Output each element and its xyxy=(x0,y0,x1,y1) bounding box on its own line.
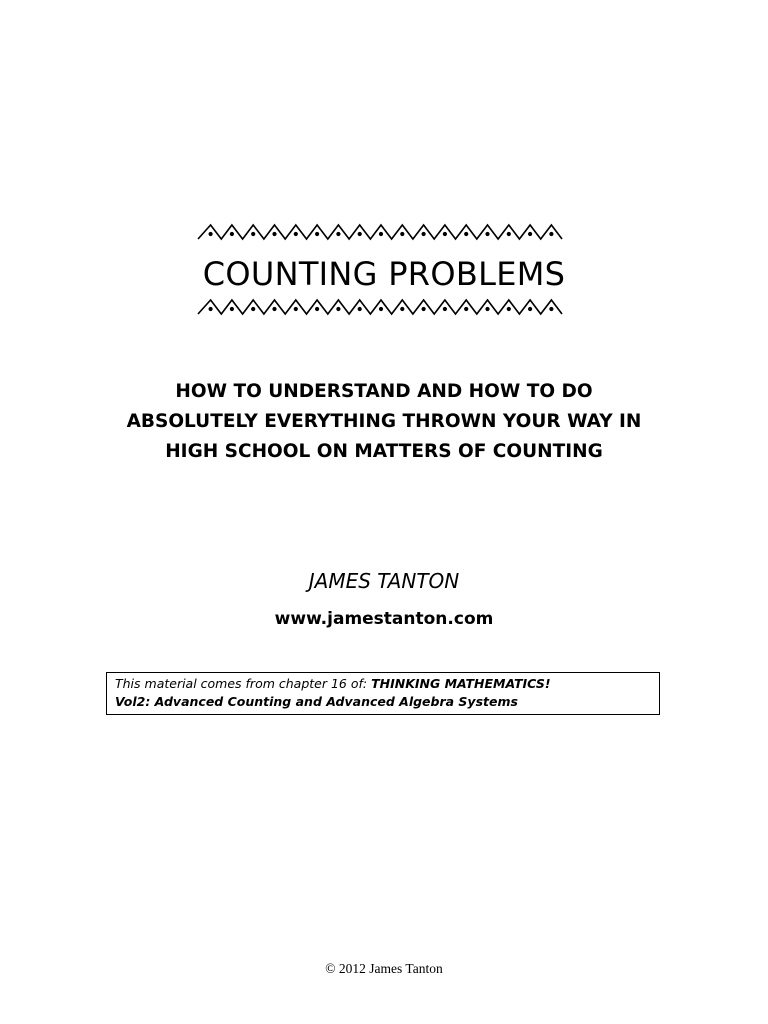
border-dot xyxy=(358,232,362,236)
subtitle-line-2: ABSOLUTELY EVERYTHING THROWN YOUR WAY IN xyxy=(126,411,642,432)
border-dot xyxy=(400,232,404,236)
page-title: COUNTING PROBLEMS xyxy=(202,255,566,293)
border-dot xyxy=(400,307,404,311)
source-book-title: THINKING MATHEMATICS! xyxy=(371,676,551,691)
zigzag-border-top-graphic xyxy=(196,222,566,242)
border-dot xyxy=(336,232,340,236)
border-dot xyxy=(528,307,532,311)
border-dot xyxy=(464,232,468,236)
decorative-border-top xyxy=(196,222,566,242)
border-dot xyxy=(507,307,511,311)
border-dot xyxy=(528,232,532,236)
border-dot xyxy=(549,232,553,236)
subtitle-line-1: HOW TO UNDERSTAND AND HOW TO DO xyxy=(175,381,593,402)
zigzag-border-bottom-graphic xyxy=(196,297,566,317)
border-dot xyxy=(485,232,489,236)
border-dot xyxy=(358,307,362,311)
border-dot xyxy=(485,307,489,311)
copyright-footer: © 2012 James Tanton xyxy=(325,961,443,976)
source-note-line-1 xyxy=(115,675,651,693)
border-dot xyxy=(294,232,298,236)
source-note-box xyxy=(106,672,660,715)
border-dot xyxy=(507,232,511,236)
border-dot xyxy=(336,307,340,311)
border-dot xyxy=(230,307,234,311)
border-dot xyxy=(315,232,319,236)
border-dot xyxy=(379,307,383,311)
border-dot xyxy=(443,232,447,236)
border-dot xyxy=(251,307,255,311)
border-dot xyxy=(272,307,276,311)
border-dot xyxy=(272,232,276,236)
border-dot xyxy=(464,307,468,311)
subtitle xyxy=(0,377,768,467)
source-note-prefix: This material comes from chapter 16 of: xyxy=(115,676,372,691)
decorative-border-bottom xyxy=(196,297,566,317)
border-dot xyxy=(549,307,553,311)
border-dot xyxy=(422,307,426,311)
border-dot xyxy=(209,307,213,311)
border-dot xyxy=(294,307,298,311)
border-dot xyxy=(379,232,383,236)
border-dot xyxy=(230,232,234,236)
border-dot xyxy=(315,307,319,311)
author-website: www.jamestanton.com xyxy=(274,609,494,629)
border-dot xyxy=(209,232,213,236)
border-dot xyxy=(422,232,426,236)
border-dot xyxy=(443,307,447,311)
subtitle-line-3: HIGH SCHOOL ON MATTERS OF COUNTING xyxy=(165,441,603,462)
source-volume: Vol2: Advanced Counting and Advanced Algebra Systems xyxy=(115,694,518,709)
border-dot xyxy=(251,232,255,236)
author-name: JAMES TANTON xyxy=(308,569,460,593)
